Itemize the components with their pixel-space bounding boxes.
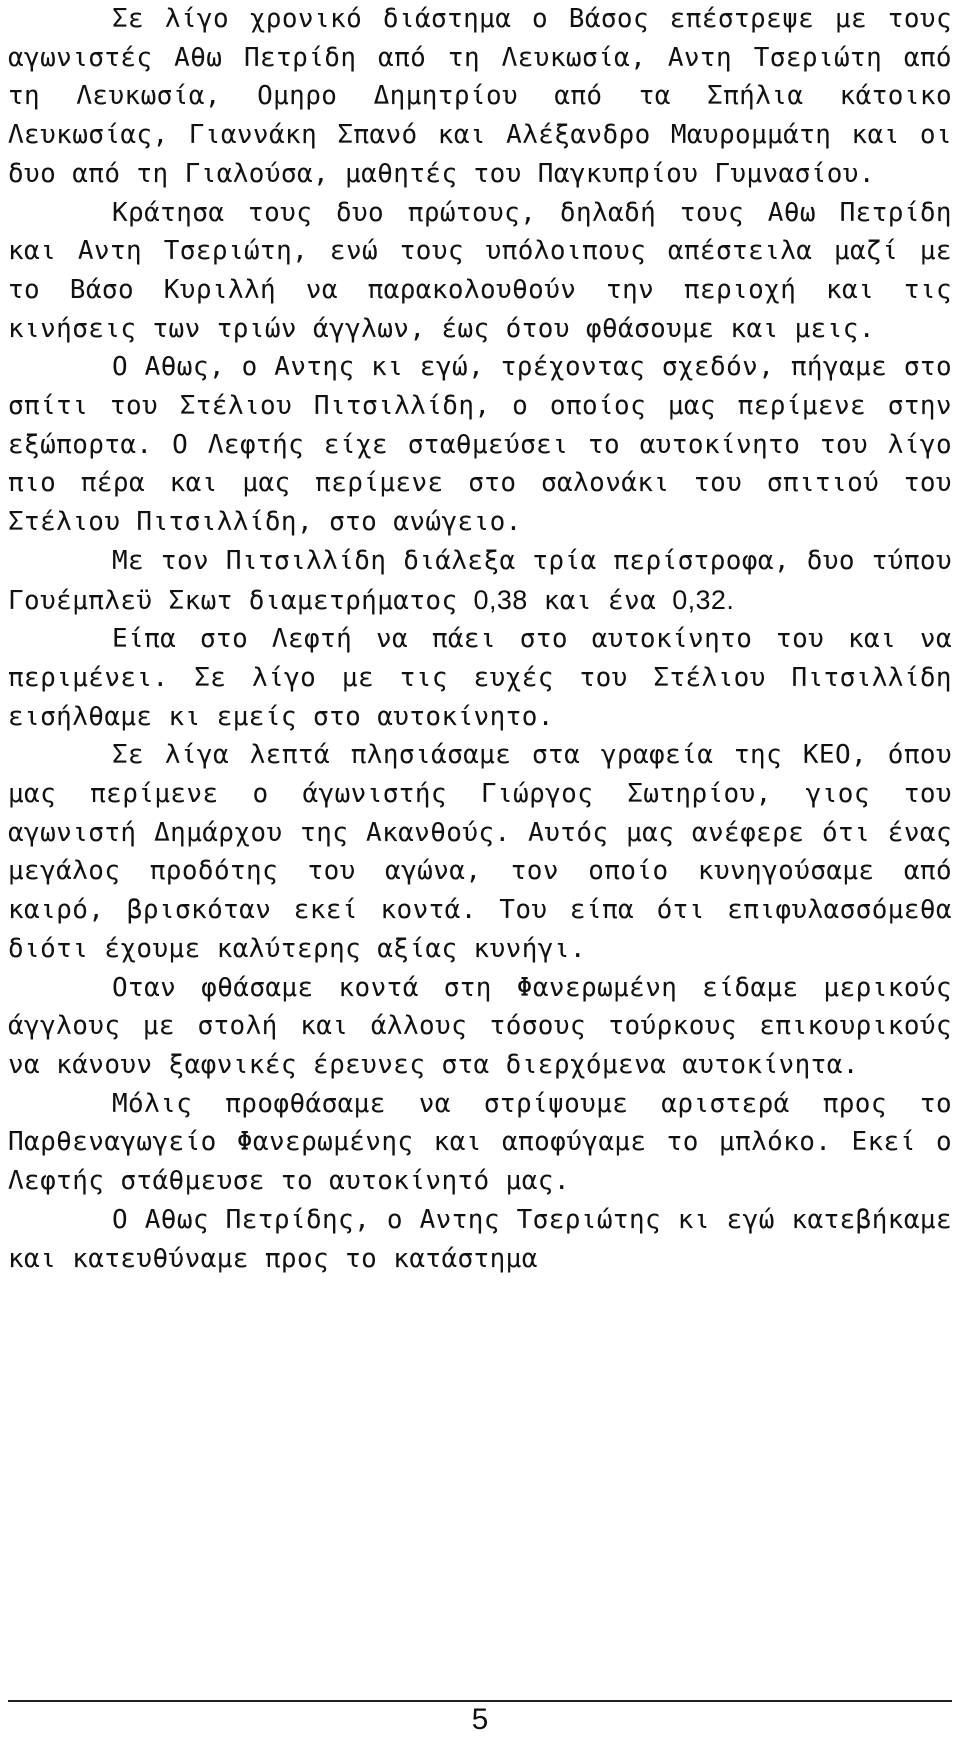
paragraph-4 bbox=[8, 542, 952, 620]
paragraph-8: Μόλις προφθάσαμε να στρίψουμε αριστερά προς το Παρθεναγωγείο Φανερωμένης και αποφύγαμε το μπλόκο. Εκεί ο Λεφτής στάθμευσε το αυτοκίνητό μας. bbox=[8, 1088, 952, 1197]
paragraph-6: Σε λίγα λεπτά πλησιάσαμε στα γραφεία της ΚΕΟ, όπου μας περίμενε ο άγωνιστής Γιώργος Σωτηρίου, γιος του αγωνιστή Δημάρχου της Ακανθούς. Αυτός μας ανέφερε ότι ένας μεγάλος προδότης του αγώνα, τον οποίο κυνηγούσαμε από καιρό, βρισκόταν εκεί κοντά. Του είπα ότι επιφυλασσόμεθα διότι έχουμε καλύτερης αξίας κυνήγι. bbox=[8, 740, 952, 964]
caliber-value-1: 0,38 bbox=[473, 584, 528, 615]
paragraph-4-text-a: Με τον Πιτσιλλίδη διάλεξα τρία περίστροφα, δυο τύπου Γουέμπλεϋ Σκωτ διαμετρήματος bbox=[8, 545, 952, 616]
paragraph-7: Οταν φθάσαμε κοντά στη Φανερωμένη είδαμε μερικούς άγγλους με στολή και άλλους τόσους τούρκους επικουρικούς να κάνουν ξαφνικές έρευνες στα διερχόμενα αυτοκίνητα. bbox=[8, 972, 952, 1080]
paragraph-4-text-b: και ένα bbox=[527, 585, 673, 616]
caliber-value-2: 0,32. bbox=[672, 584, 735, 615]
page-number: 5 bbox=[471, 1703, 489, 1736]
paragraph-2: Κράτησα τους δυο πρώτους, δηλαδή τους Αθω Πετρίδη και Αντη Τσεριώτη, ενώ τους υπόλοιπους απέστειλα μαζί με το Βάσο Κυριλλή να παρακολουθούν την περιοχή και τις κινήσεις των τριών άγγλων, έως ότου φθάσουμε και μεις. bbox=[8, 197, 952, 344]
paragraph-9: Ο Αθως Πετρίδης, ο Αντης Τσεριώτης κι εγώ κατεβήκαμε και κατευθύναμε προς το κατάστημα bbox=[8, 1204, 952, 1274]
paragraph-3: Ο Αθως, ο Αντης κι εγώ, τρέχοντας σχεδόν, πήγαμε στο σπίτι του Στέλιου Πιτσιλλίδη, ο οποίος μας περίμενε στην εξώπορτα. Ο Λεφτής είχε σταθμεύσει το αυτοκίνητο του λίγο πιο πέρα και μας περίμενε στο σαλονάκι του σπιτιού του Στέλιου Πιτσιλλίδη, στο ανώγειο. bbox=[8, 352, 952, 538]
body-text bbox=[8, 0, 952, 1278]
paragraph-5: Είπα στο Λεφτή να πάει στο αυτοκίνητο του και να περιμένει. Σε λίγο με τις ευχές του Στέλιου Πιτσιλλίδη εισήλθαμε κι εμείς στο αυτοκίνητο. bbox=[8, 624, 952, 732]
paragraph-1: Σε λίγο χρονικό διάστημα ο Βάσος επέστρεψε με τους αγωνιστές Αθω Πετρίδη από τη Λευκωσία, Αντη Τσεριώτη από τη Λευκωσία, Ομηρο Δημητρίου από τα Σπήλια κάτοικο Λευκωσίας, Γιαννάκη Σπανό και Αλέξανδρο Μαυρομμάτη και οι δυο από τη Γιαλούσα, μαθητές του Παγκυπρίου Γυμνασίου. bbox=[8, 4, 952, 189]
